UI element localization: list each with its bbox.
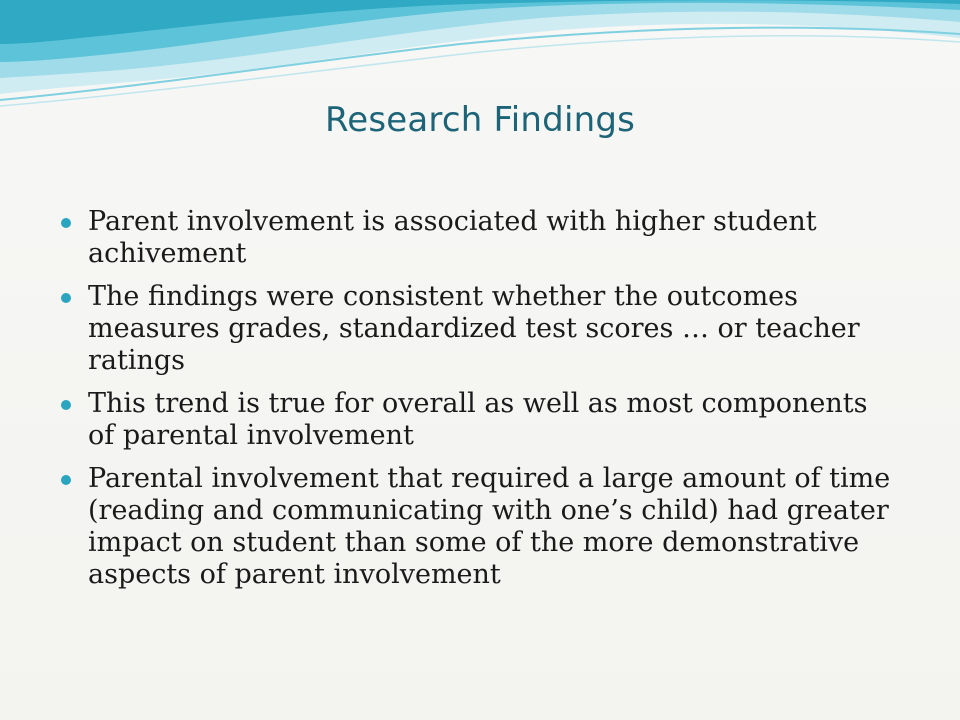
bullet-item xyxy=(60,206,900,270)
bullet-text: Parental involvement that required a large amount of time (reading and communicating with one’s child) had greater impact on student than some of the more demonstrative aspects of parent involvement xyxy=(88,463,891,590)
bullet-item xyxy=(60,281,900,377)
bullet-text: Parent involvement is associated with higher student achivement xyxy=(88,206,817,269)
bullet-item xyxy=(60,388,900,452)
bullet-text: The findings were consistent whether the outcomes measures grades, standardized test scores … or teacher ratings xyxy=(88,281,860,376)
bullet-dot-icon xyxy=(61,475,71,485)
bullet-list xyxy=(60,206,900,602)
bullet-dot-icon xyxy=(61,293,71,303)
bullet-item xyxy=(60,463,900,591)
bullet-dot-icon xyxy=(61,218,71,228)
bullet-dot-icon xyxy=(61,400,71,410)
slide-title: Research Findings xyxy=(324,100,636,140)
bullet-text: This trend is true for overall as well as most components of parental involvement xyxy=(88,388,868,451)
